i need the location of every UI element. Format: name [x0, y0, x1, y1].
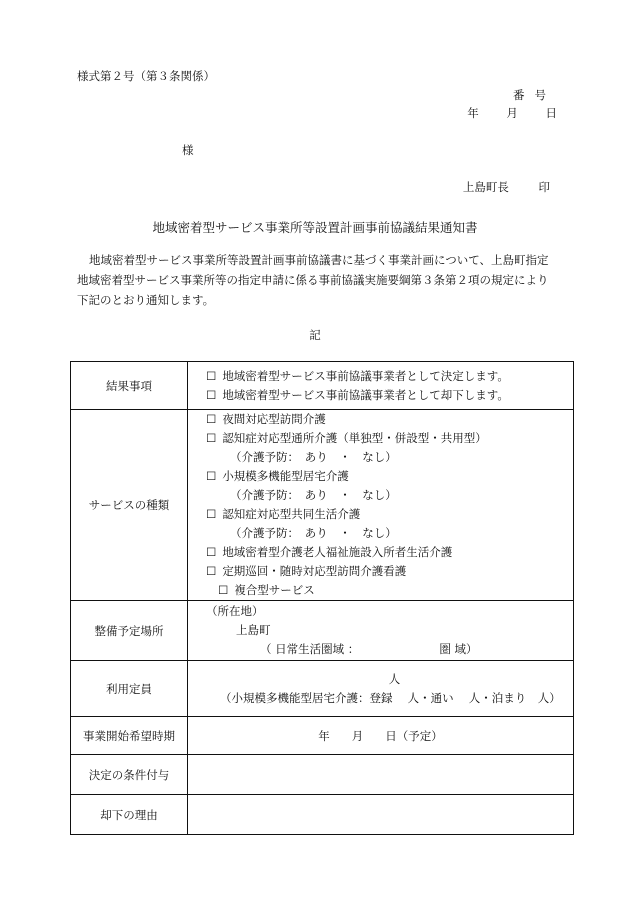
form-number: 様式第２号（第３条関係）: [77, 69, 215, 83]
row-capacity: [71, 661, 574, 717]
location-town: 上島町: [236, 623, 271, 637]
service-option[interactable]: ☐ 小規模多機能型居宅介護: [206, 467, 573, 486]
service-type-label: サービスの種類: [71, 410, 188, 601]
addressee: 様: [182, 143, 194, 157]
row-location: [71, 601, 574, 661]
checkbox-icon[interactable]: ☐: [206, 368, 217, 383]
service-option[interactable]: ☐ 夜間対応型訪問介護: [206, 410, 573, 429]
result-table: [70, 361, 574, 835]
ki-heading: 記: [309, 328, 321, 342]
checkbox-icon[interactable]: ☐: [206, 564, 217, 578]
row-service-type: [71, 410, 574, 601]
service-option[interactable]: ☐ 定期巡回・随時対応型訪問介護看護: [206, 562, 573, 581]
checkbox-icon[interactable]: ☐: [206, 431, 217, 445]
issue-date: [467, 105, 557, 121]
rejection-field[interactable]: [188, 795, 574, 835]
row-conditions: [71, 755, 574, 795]
issuer-name: 上島町長: [462, 180, 509, 194]
checkbox-icon[interactable]: ☐: [206, 387, 217, 402]
rejection-label: 却下の理由: [71, 795, 188, 835]
capacity-unit: 人: [388, 671, 401, 686]
start-day: 日（予定）: [385, 728, 443, 743]
capacity-content[interactable]: [188, 661, 574, 717]
preventive-care-choice[interactable]: （介護予防： あり ・ なし）: [230, 450, 397, 464]
start-year: 年: [318, 728, 330, 743]
service-option[interactable]: ☐ 複合型サービス: [206, 581, 573, 600]
location-address-label: （所在地）: [206, 604, 264, 618]
start-date-content[interactable]: [188, 717, 574, 755]
row-rejection: [71, 795, 574, 835]
checkbox-icon[interactable]: ☐: [206, 412, 217, 426]
row-start-date: [71, 717, 574, 755]
start-month: 月: [351, 728, 364, 743]
location-area: （ 日常生活圏域 ： 圏 域）: [260, 642, 478, 656]
checkbox-icon[interactable]: ☐: [206, 507, 217, 521]
service-option[interactable]: ☐ 地域密着型介護老人福祉施設入所者生活介護: [206, 543, 573, 562]
capacity-label: 利用定員: [71, 661, 188, 717]
service-option[interactable]: ☐ 認知症対応型通所介護（単独型・併設型・共用型）: [206, 429, 573, 448]
result-content: [188, 362, 574, 410]
document-title: 地域密着型サービス事業所等設置計画事前協議結果通知書: [152, 220, 478, 235]
result-label: 結果事項: [71, 362, 188, 410]
service-type-content: [188, 410, 574, 601]
reference-number-label: 番号: [513, 88, 556, 102]
service-option[interactable]: ☐ 認知症対応型共同生活介護: [206, 505, 573, 524]
result-option-approve[interactable]: ☐ 地域密着型サービス事前協議事業者として決定します。: [206, 367, 573, 386]
location-label: 整備予定場所: [71, 601, 188, 661]
location-content[interactable]: [188, 601, 574, 661]
checkbox-icon[interactable]: ☐: [218, 583, 229, 597]
conditions-label: 決定の条件付与: [71, 755, 188, 795]
preventive-care-choice[interactable]: （介護予防： あり ・ なし）: [230, 488, 397, 502]
body-text: 地域密着型サービス事業所等設置計画事前協議書に基づく事業計画について、上島町指定地域密着型サービス事業所等の指定申請に係る事前協議実施要綱第３条第２項の規定により下記のとおり通知します。: [77, 253, 549, 307]
result-option-reject[interactable]: ☐ 地域密着型サービス事前協議事業者として却下します。: [206, 386, 573, 405]
row-result: [71, 362, 574, 410]
conditions-field[interactable]: [188, 755, 574, 795]
date-month: 月: [506, 106, 518, 120]
issuer: [463, 179, 550, 195]
date-year: 年: [467, 106, 479, 120]
seal-mark: 印: [538, 180, 550, 194]
date-day: 日: [545, 106, 557, 120]
capacity-detail: （小規模多機能型居宅介護：登録 人・通い 人・泊まり 人）: [220, 690, 561, 705]
checkbox-icon[interactable]: ☐: [206, 545, 217, 559]
checkbox-icon[interactable]: ☐: [206, 469, 217, 483]
preventive-care-choice[interactable]: （介護予防： あり ・ なし）: [230, 526, 397, 540]
start-date-label: 事業開始希望時期: [71, 717, 188, 755]
